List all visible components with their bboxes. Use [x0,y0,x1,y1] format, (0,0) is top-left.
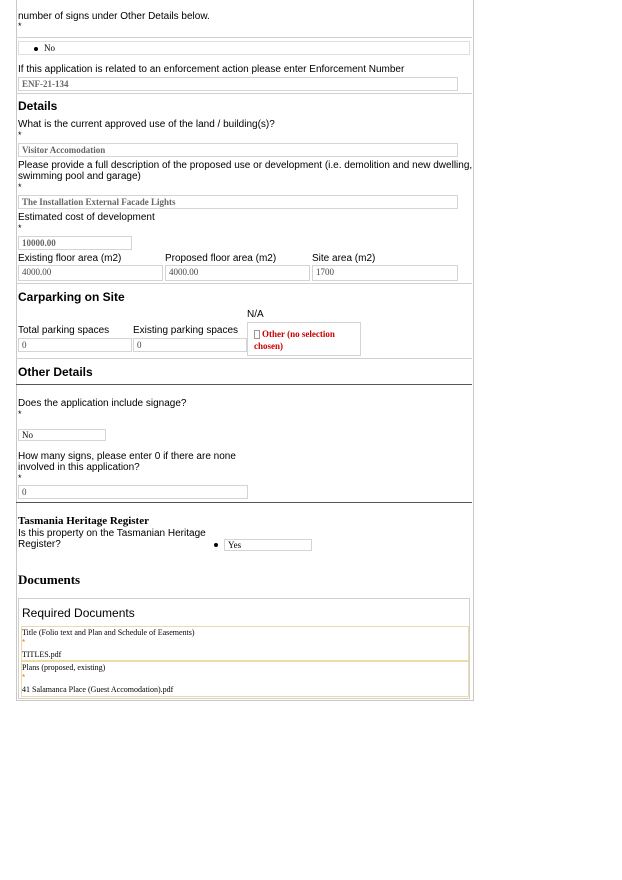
na-checkbox-panel[interactable] [247,322,361,356]
existing-parking-input[interactable]: 0 [133,338,247,352]
current-use-input[interactable]: Visitor Accomodation [18,143,458,157]
signs-count-label-line1: How many signs, please enter 0 if there are none [18,451,236,462]
radio-no-label[interactable]: No [44,43,55,53]
document-label: Plans (proposed, existing) [22,663,106,672]
existing-parking-label: Existing parking spaces [133,325,239,336]
signage-radio-group[interactable] [18,41,470,55]
divider [16,358,472,359]
document-file-link[interactable]: 41 Salamanca Place (Guest Accomodation).pdf [22,685,174,694]
enforcement-label: If this application is related to an enforcement action please enter Enforcement Number [18,64,405,75]
site-area-input[interactable]: 1700 [312,265,458,281]
required-documents-panel [18,598,470,699]
carparking-heading: Carparking on Site [18,290,125,304]
total-parking-input[interactable]: 0 [18,338,132,352]
current-use-label: What is the current approved use of the land / building(s)? [18,119,275,130]
other-line1: Other (no selection [262,329,335,339]
required-marker: * [18,21,22,31]
divider-dark [16,502,472,503]
signage-select[interactable]: No [18,429,106,441]
existing-area-input[interactable]: 4000.00 [18,265,163,281]
description-label-line1: Please provide a full description of the proposed use or development (i.e. demolition and new dwelling, [18,160,473,171]
required-marker: * [18,223,22,233]
proposed-area-input[interactable]: 4000.00 [165,265,310,281]
other-line2: chosen) [254,341,283,351]
site-area-label: Site area (m2) [312,253,376,264]
documents-heading: Documents [18,572,81,587]
required-marker: * [18,409,22,419]
required-marker: * [18,130,22,140]
details-heading: Details [18,99,58,113]
required-marker: * [18,182,22,192]
checkbox-icon[interactable] [254,330,260,339]
required-marker: * [22,673,26,682]
heritage-question-line2: Register? [18,539,61,550]
existing-area-label: Existing floor area (m2) [18,253,122,264]
signs-count-label-line2: involved in this application? [18,462,140,473]
description-input[interactable]: The Installation External Facade Lights [18,195,458,209]
other-details-heading: Other Details [18,365,93,379]
signage-label: Does the application include signage? [18,398,187,409]
divider [16,283,472,284]
document-row [21,626,469,661]
description-label-line2: swimming pool and garage) [18,171,141,182]
total-parking-label: Total parking spaces [18,325,110,336]
signs-count-input[interactable]: 0 [18,485,248,499]
heritage-answer[interactable]: Yes [224,539,312,551]
document-label: Title (Folio text and Plan and Schedule of Easements) [22,628,195,637]
divider [16,37,472,38]
other-selection-text [254,328,335,340]
document-row [21,661,469,697]
radio-bullet-icon [214,543,218,547]
proposed-area-label: Proposed floor area (m2) [165,253,277,264]
cost-label: Estimated cost of development [18,212,155,223]
document-file-link[interactable]: TITLES.pdf [22,650,62,659]
divider [16,93,472,94]
required-marker: * [18,473,22,483]
na-label: N/A [247,309,264,320]
intro-text: number of signs under Other Details below. [18,11,210,22]
required-marker: * [22,638,26,647]
enforcement-number-input[interactable]: ENF-21-134 [18,77,458,91]
divider-dark [16,384,472,385]
radio-bullet-icon [34,47,38,51]
heritage-question-line1: Is this property on the Tasmanian Heritage [18,528,206,539]
required-documents-title: Required Documents [22,606,135,620]
heritage-heading: Tasmania Heritage Register [18,515,149,527]
cost-input[interactable]: 10000.00 [18,236,132,250]
